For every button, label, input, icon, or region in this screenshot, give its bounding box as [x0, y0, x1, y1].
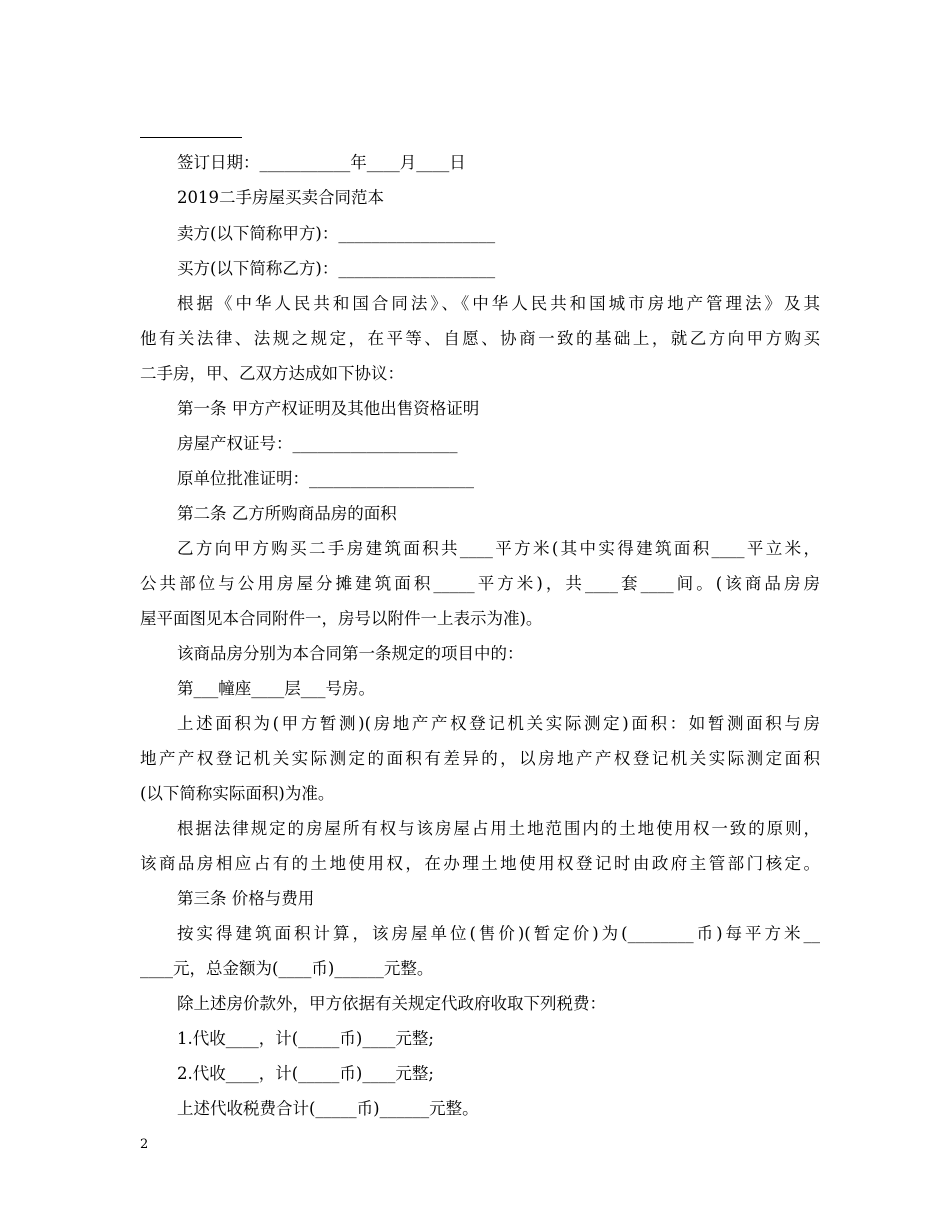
top-rule-line [140, 137, 242, 138]
article-heading: 第一条 甲方产权证明及其他出售资格证明 [177, 399, 480, 418]
preamble-line: 根据《中华人民共和国合同法》、《中华人民共和国城市房地产管理法》及其 [177, 294, 820, 313]
land-use-line: 该商品房相应占有的土地使用权，在办理土地使用权登记时由政府主管部门核定。 [140, 854, 820, 873]
property-cert-line: 房屋产权证号：____________________ [177, 434, 458, 453]
buyer-line: 买方(以下简称乙方)：___________________ [177, 259, 496, 278]
signing-date-line: 签订日期：___________年____月____日 [177, 153, 466, 172]
unit-number-line: 第___幢座____层___号房。 [177, 679, 375, 698]
tax-item-line: 1.代收____，计(_____币)____元整; [177, 1029, 434, 1048]
project-line: 该商品房分别为本合同第一条规定的项目中的： [177, 644, 524, 663]
contract-title: 2019二手房屋买卖合同范本 [177, 188, 384, 207]
tax-intro-line: 除上述房价款外，甲方依据有关规定代政府收取下列税费： [177, 994, 606, 1013]
area-paragraph-line: 屋平面图见本合同附件一，房号以附件一上表示为准)。 [140, 609, 543, 628]
approval-cert-line: 原单位批准证明：____________________ [177, 469, 474, 488]
tax-item-line: 2.代收____，计(_____币)____元整; [177, 1064, 434, 1083]
preamble-line: 他有关法律、法规之规定，在平等、自愿、协商一致的基础上，就乙方向甲方购买 [140, 329, 820, 348]
article-heading: 第三条 价格与费用 [177, 889, 315, 908]
page-number: 2 [140, 1137, 149, 1152]
preamble-line: 二手房，甲、乙双方达成如下协议： [140, 364, 404, 383]
price-line: 按实得建筑面积计算，该房屋单位(售价)(暂定价)为(________币)每平方米__ [177, 924, 820, 943]
land-use-line: 根据法律规定的房屋所有权与该房屋占用土地范围内的土地使用权一致的原则， [177, 819, 820, 838]
measured-area-line: 上述面积为(甲方暂测)(房地产产权登记机关实际测定)面积：如暂测面积与房 [177, 714, 820, 733]
tax-total-line: 上述代收税费合计(_____币)______元整。 [177, 1099, 479, 1118]
price-line: ____元，总金额为(____币)______元整。 [140, 959, 434, 978]
measured-area-line: (以下简称实际面积)为准。 [140, 784, 335, 803]
measured-area-line: 地产产权登记机关实际测定的面积有差异的，以房地产产权登记机关实际测定面积 [140, 749, 820, 768]
seller-line: 卖方(以下简称甲方)：___________________ [177, 224, 496, 243]
area-paragraph-line: 公共部位与公用房屋分摊建筑面积_____平方米)，共____套____间。(该商品房房 [140, 574, 820, 593]
article-heading: 第二条 乙方所购商品房的面积 [177, 504, 397, 523]
area-paragraph-line: 乙方向甲方购买二手房建筑面积共____平方米(其中实得建筑面积____平立米， [177, 539, 820, 558]
